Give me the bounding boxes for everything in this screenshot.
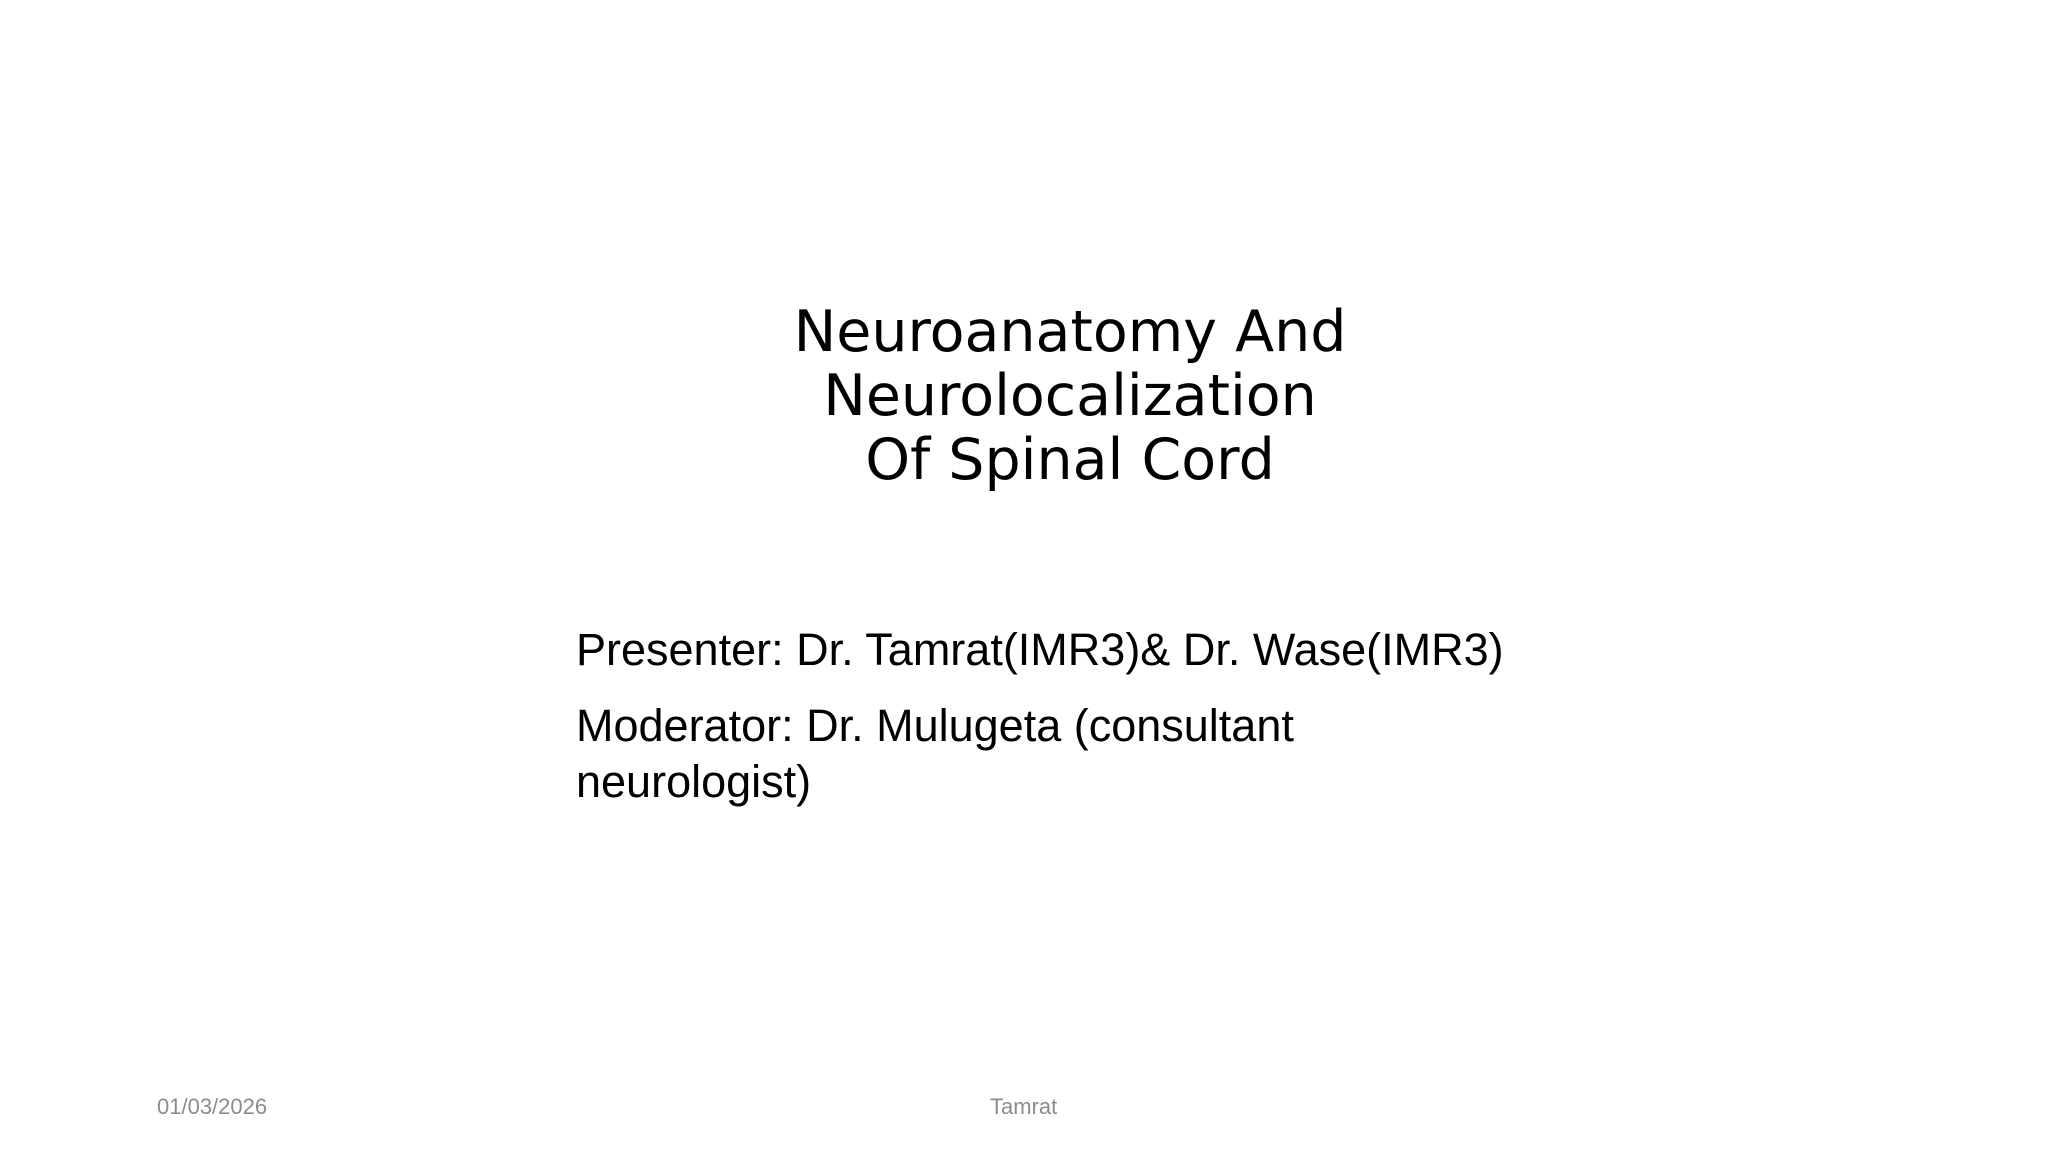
title-line-2: Neurolocalization <box>823 363 1317 429</box>
moderator-text: Moderator: Dr. Mulugeta (consultant neurologist) <box>576 700 1294 807</box>
title-line-3: Of Spinal Cord <box>865 427 1275 493</box>
slide-title <box>660 300 1480 492</box>
title-line-1: Neuroanatomy And <box>793 299 1347 365</box>
presenter-text: Presenter: Dr. Tamrat(IMR3)& Dr. Wase(IMR3) <box>576 624 1504 675</box>
slide-subtitle <box>576 622 1576 830</box>
footer-date: 01/03/2026 <box>157 1094 268 1119</box>
footer-author: Tamrat <box>990 1094 1058 1119</box>
